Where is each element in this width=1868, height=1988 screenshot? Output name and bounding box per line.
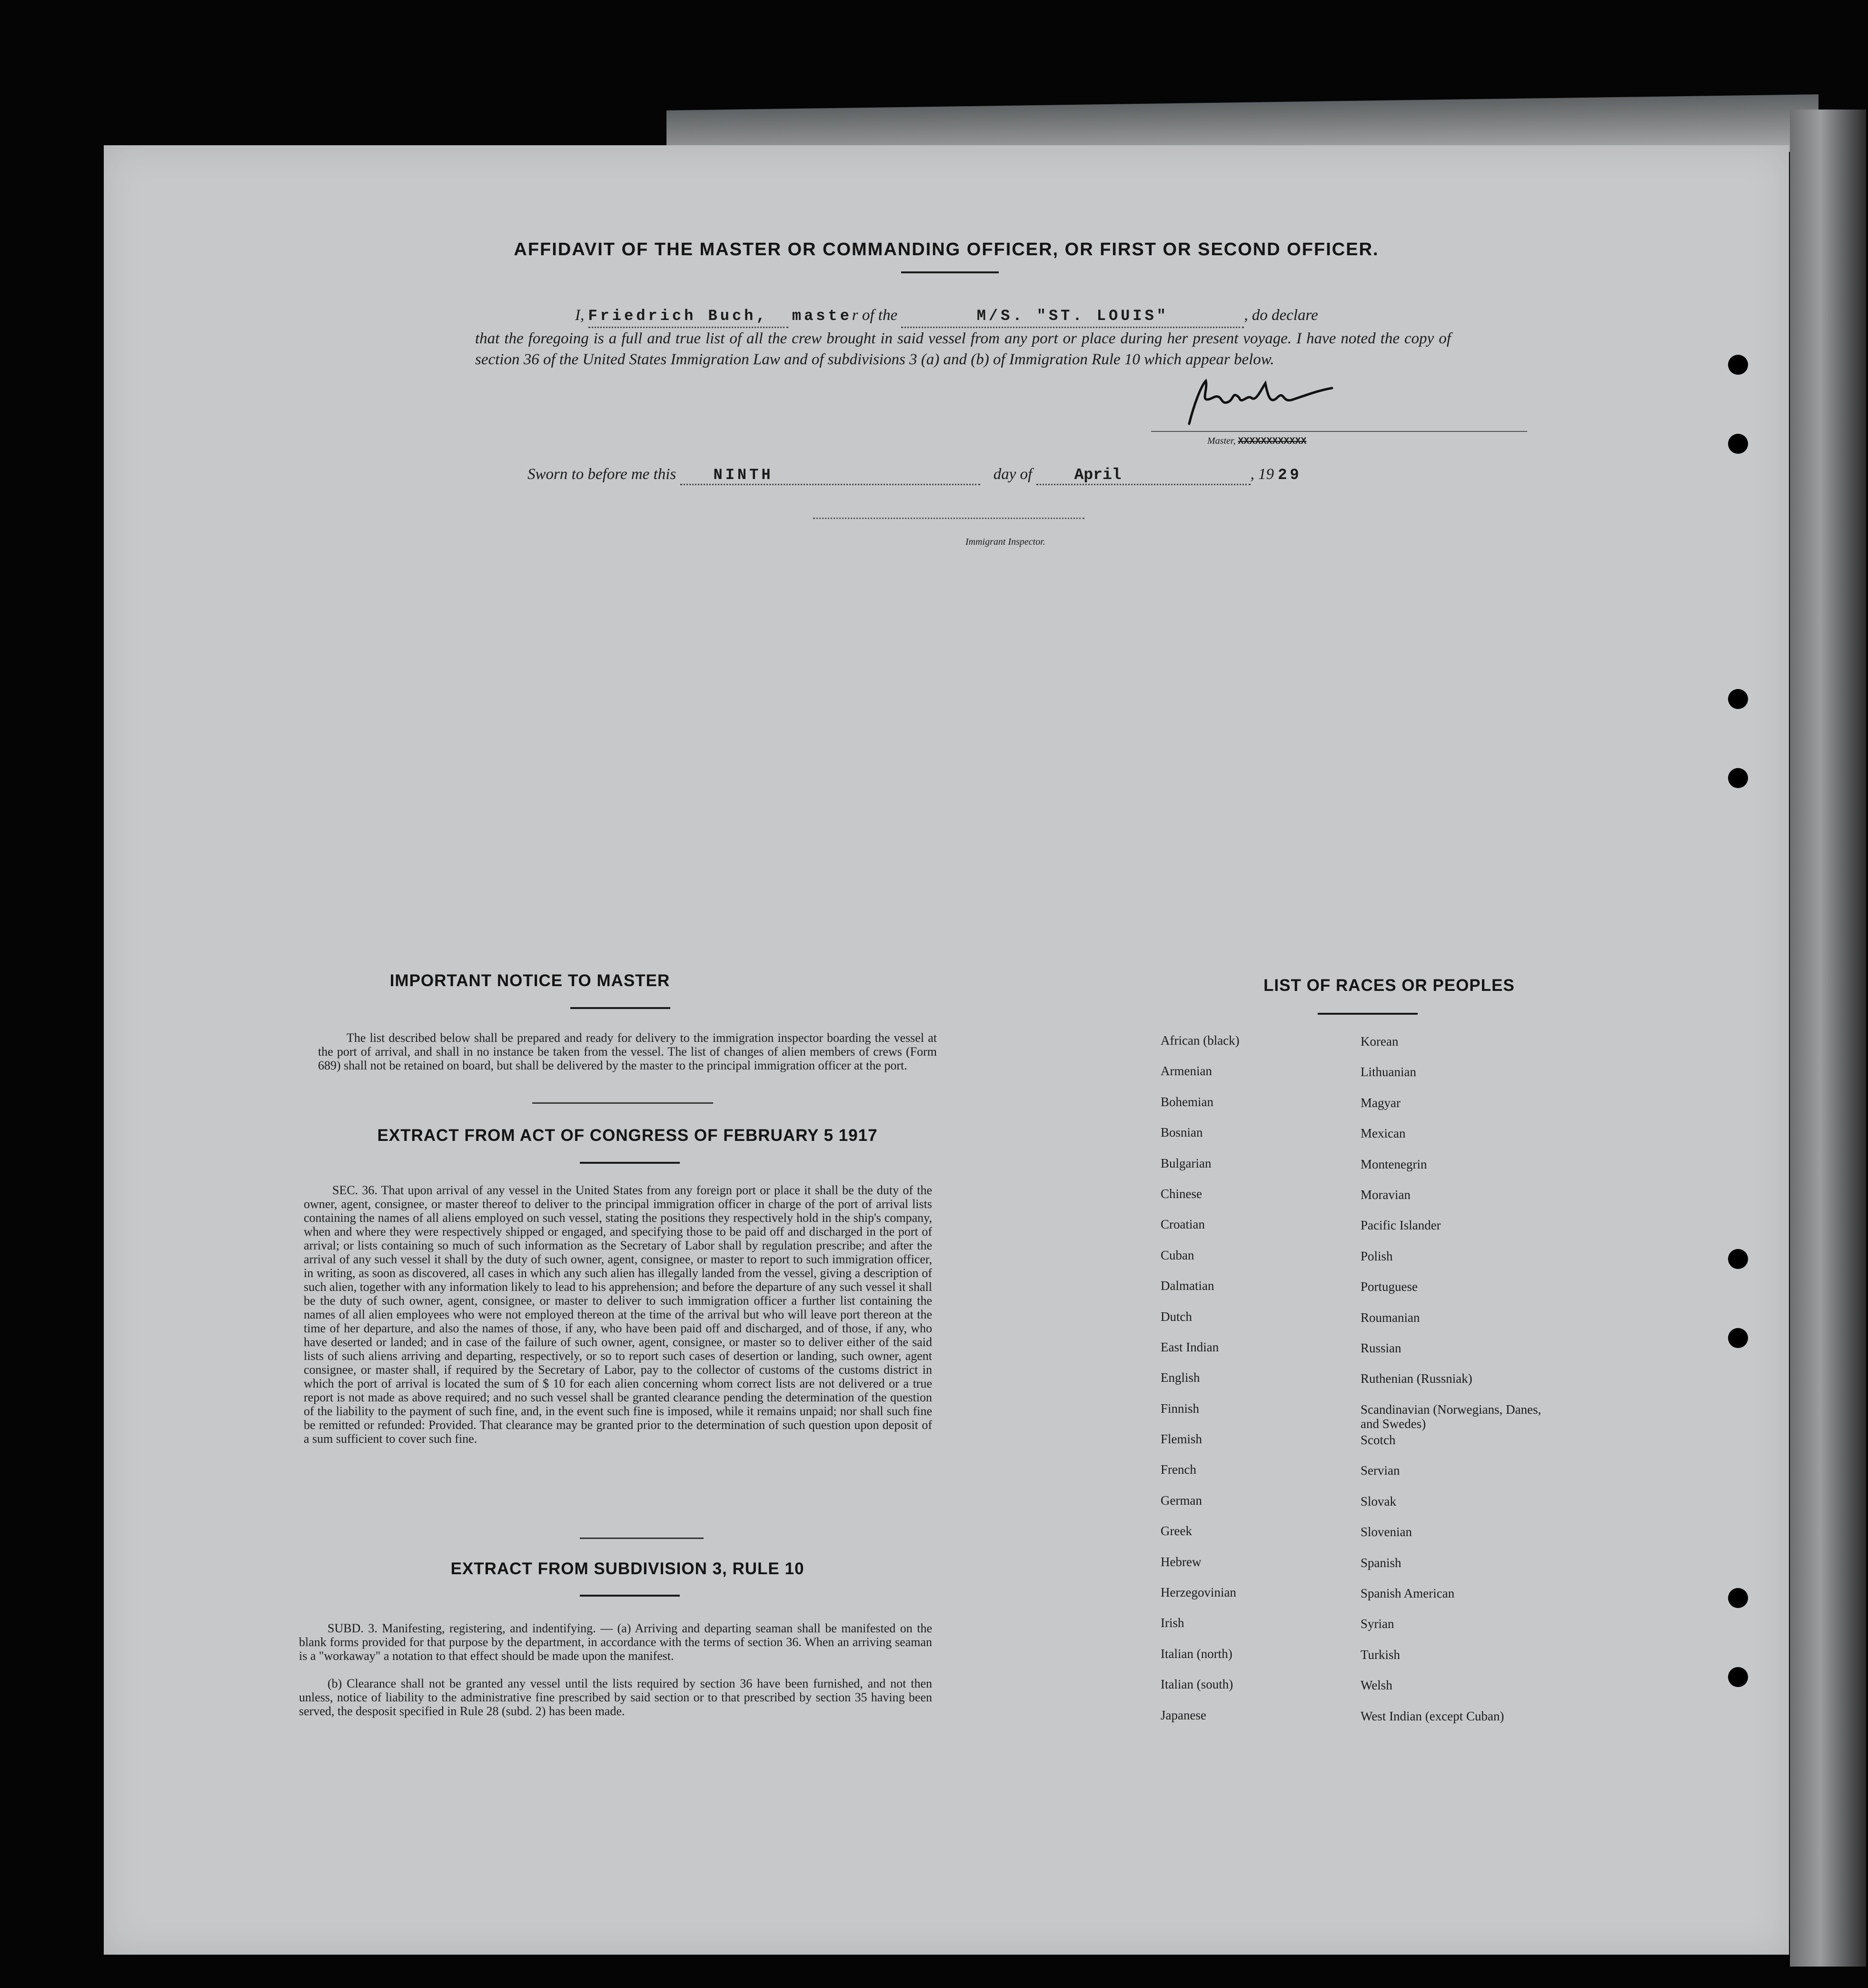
race-item: Turkish (1361, 1647, 1401, 1662)
title-rule (901, 271, 999, 273)
race-item: Herzegovinian (1161, 1585, 1236, 1600)
affidavit-title: AFFIDAVIT OF THE MASTER OR COMMANDING OFFICER, OR FIRST OR SECOND OFFICER. (514, 240, 1379, 260)
race-item: German (1161, 1493, 1202, 1508)
binder-hole (1728, 689, 1748, 709)
act-divider (580, 1538, 704, 1539)
race-item: Montenegrin (1361, 1157, 1427, 1171)
inspector-line (813, 518, 1084, 519)
races-left-column (1161, 1033, 1351, 1738)
races-right-column (1361, 1034, 1560, 1739)
act-rule (580, 1162, 680, 1164)
race-item: Syrian (1361, 1617, 1394, 1631)
race-item: African (black) (1161, 1033, 1240, 1048)
act-text: SEC. 36. That upon arrival of any vessel in the United States from any foreign port or place it shall be the duty of the owner, agent, consignee, or master thereof to deliver to the principal immigration officer in charge of the port of arrival lists containing the names of all aliens employed on such vessel, stating the positions they respectively hold in the ship's company, when and where they were respectively shipped or engaged, and specifying those to be paid off and discharged in the port of arrival; or lists containing so much of such information as the Secretary of Labor shall by regulation prescribe; and after the arrival of any such vessel it shall by the duty of such owner, agent, consignee, or master to report to such immigration officer, in writing, as soon as discovered, all cases in which any such alien has illegally landed from the vessel, giving a description of such alien, together with any information likely to lead to his apprehension; and before the departure of any such vessel it shall be the duty of such owner, agent, consignee, or master to deliver to such immigration officer a further list containing the names of all alien employees who were not employed thereon at the time of the arrival but who will leave port thereon at the time of her departure, and also the names of those, if any, who have been paid off and discharged, and of those, if any, who have deserted or landed; and in case of the failure of such owner, agent, consignee, or master so to deliver either of the said lists of such aliens arriving and departing, respectively, or so to report such cases of desertion or landing, such owner, agent consignee, or master shall, if required by the Secretary of Labor, pay to the collector of customs of the customs district in which the port of arrival is located the sum of $ 10 for each alien concerning whom correct lists are not delivered or a true report is not made as above required; and no such vessel shall be granted clearance pending the determination of the question of the liability to the payment of such fine, and, in the event such fine is imposed, while it remains unpaid; nor shall such fine be remitted or refunded: Provided. That clearance may be granted prior to the determination of such question upon deposit of a sum sufficient to cover such fine. (304, 1183, 932, 1446)
race-item: Servian (1361, 1463, 1400, 1478)
races-rule (1318, 1013, 1418, 1015)
binder-hole (1728, 355, 1748, 375)
master-name: Friedrich Buch, (588, 306, 788, 328)
document-page (104, 145, 1789, 1955)
binder-hole (1728, 768, 1748, 788)
race-item: East Indian (1161, 1339, 1219, 1354)
race-item: Moravian (1361, 1187, 1411, 1202)
race-item: Italian (south) (1161, 1677, 1233, 1692)
of-the: r of the (852, 307, 898, 324)
race-item: Magyar (1361, 1095, 1401, 1110)
race-item: Italian (north) (1161, 1646, 1232, 1661)
race-item: Spanish (1361, 1555, 1401, 1570)
race-item: Slovenian (1361, 1525, 1412, 1539)
notice-text: The list described below shall be prepared and ready for delivery to the immigration inspector boarding the vessel at the port of arrival, and shall in no instance be taken from the vessel. The list of changes of alien members of crews (Form 689) shall not be retained on board, but shall be delivered by the master to the principal immigration officer at the port. (318, 1031, 937, 1072)
sworn-line: Sworn to before me this NINTH day of April , 19 29 (527, 466, 1302, 485)
race-item: Cuban (1161, 1248, 1194, 1262)
master-label: Master, XXXXXXXXXXXX (1207, 436, 1307, 447)
race-item: French (1161, 1462, 1196, 1477)
race-item: Portuguese (1361, 1279, 1418, 1294)
race-item: Korean (1361, 1034, 1399, 1049)
race-item: Finnish (1161, 1401, 1200, 1416)
rule-text-b: (b) Clearance shall not be granted any vessel until the lists required by section 36 have been furnished, and not then unless, notice of liability to the administrative fine prescribed by said section or to that prescribed by section 35 having been served, the desposit specified in Rule 28 (subd. 2) has been made. (299, 1677, 932, 1718)
binder-hole (1728, 1667, 1748, 1687)
rule-text-a: SUBD. 3. Manifesting, registering, and indentifying. — (a) Arriving and departing seaman shall be manifested on the blank forms provided for that purpose by the department, in accordance with the terms of section 36. When an arriving seaman is a "workaway" a notation to that effect should be made upon the manifest. (299, 1621, 932, 1663)
race-item: Slovak (1361, 1494, 1397, 1508)
vessel-name: M/S. "ST. LOUIS" (901, 306, 1244, 328)
notice-title: IMPORTANT NOTICE TO MASTER (389, 971, 670, 990)
rule-title: EXTRACT FROM SUBDIVISION 3, RULE 10 (450, 1559, 805, 1578)
act-title: EXTRACT FROM ACT OF CONGRESS OF FEBRUARY 5 1917 (377, 1126, 878, 1145)
declaration-body: that the foregoing is a full and true list of all the crew brought in said vessel from any port or place during her present voyage. I have noted the copy of section 36 of the United States Immigration Law and of subdivisions 3 (a) and (b) of Immigration Rule 10 which appear below. (475, 330, 1451, 368)
race-item: Bulgarian (1161, 1156, 1212, 1170)
rank: maste (792, 307, 852, 325)
notice-rule (570, 1007, 670, 1009)
sworn-year: 29 (1278, 466, 1302, 484)
binder-hole (1728, 1328, 1748, 1348)
background-sheet-edge (1790, 110, 1866, 1967)
notice-divider (532, 1102, 713, 1104)
race-item: Croatian (1161, 1217, 1205, 1232)
race-item: Russian (1361, 1340, 1401, 1355)
race-item: Mexican (1361, 1126, 1406, 1141)
binder-hole (1728, 1588, 1748, 1608)
race-item: Greek (1161, 1524, 1192, 1538)
race-item: Spanish American (1361, 1586, 1455, 1601)
race-item: Flemish (1161, 1432, 1202, 1447)
rule-rule (580, 1595, 680, 1597)
signature (1180, 376, 1341, 429)
race-item: Hebrew (1161, 1554, 1202, 1569)
race-item: Scandinavian (Norwegians, Danes, and Swedes) (1361, 1402, 1541, 1431)
race-item: West Indian (except Cuban) (1361, 1708, 1504, 1723)
inspector-label: Immigrant Inspector. (965, 537, 1045, 547)
race-item: Japanese (1161, 1708, 1206, 1722)
race-item: English (1161, 1370, 1200, 1385)
sworn-day: NINTH (680, 466, 980, 485)
race-item: Polish (1361, 1249, 1393, 1263)
i-label: I, (575, 307, 585, 324)
race-item: Welsh (1361, 1678, 1392, 1693)
race-item: Irish (1161, 1616, 1184, 1630)
race-item: Lithuanian (1361, 1065, 1416, 1079)
binder-hole (1728, 1249, 1748, 1269)
declare-tail: , do declare (1244, 307, 1318, 324)
race-item: Dalmatian (1161, 1279, 1214, 1293)
signature-line (1151, 431, 1527, 432)
race-item: Scotch (1361, 1433, 1396, 1448)
race-item: Dutch (1161, 1309, 1192, 1324)
race-item: Armenian (1161, 1064, 1212, 1079)
race-item: Bohemian (1161, 1094, 1213, 1109)
race-item: Pacific Islander (1361, 1218, 1441, 1233)
race-item: Ruthenian (Russniak) (1361, 1371, 1472, 1386)
race-item: Bosnian (1161, 1125, 1203, 1140)
binder-hole (1728, 434, 1748, 454)
races-title: LIST OF RACES OR PEOPLES (1263, 976, 1515, 995)
declaration (475, 305, 1451, 370)
race-item: Roumanian (1361, 1310, 1420, 1325)
sworn-month: April (1036, 466, 1251, 485)
race-item: Chinese (1161, 1186, 1202, 1201)
